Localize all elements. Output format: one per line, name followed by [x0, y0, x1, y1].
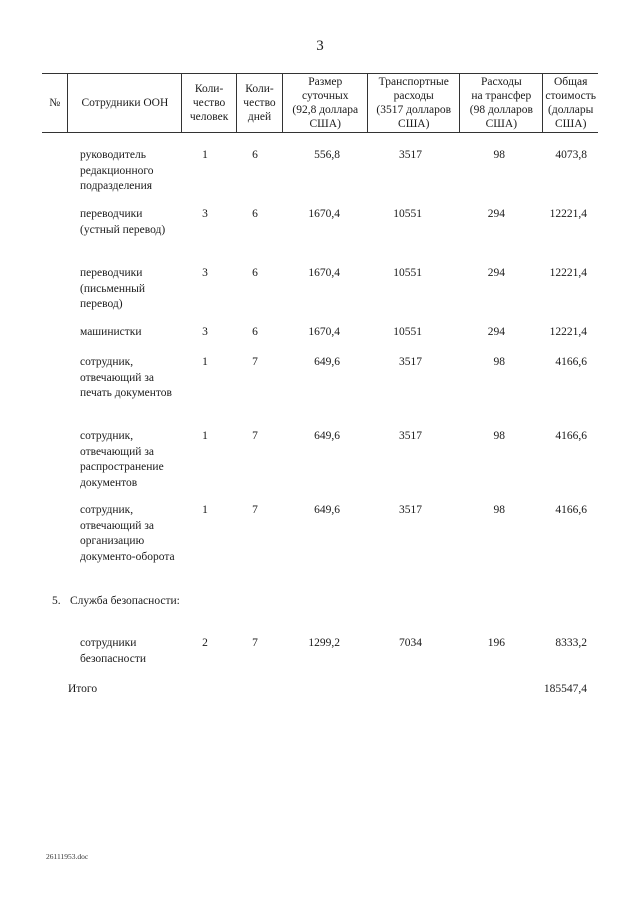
section-number: 5. [52, 595, 61, 607]
grand-total-label: Итого [68, 683, 98, 695]
row-transfer: 98 [493, 504, 505, 516]
row-daily: 1670,4 [308, 208, 340, 220]
footer-filename: 26111953.doc [46, 852, 89, 861]
row-days: 7 [252, 637, 258, 649]
row-people: 3 [202, 326, 208, 338]
row-people: 2 [202, 637, 208, 649]
row-name: руководитель редакционного подразделения [80, 149, 154, 192]
row-transfer: 98 [493, 356, 505, 368]
row-transport: 10551 [393, 326, 422, 338]
header-transfer: Расходы на трансфер (98 долларов США) [460, 74, 543, 133]
row-days: 7 [252, 356, 258, 368]
row-transport: 7034 [399, 637, 422, 649]
row-people: 1 [202, 356, 208, 368]
row-transport: 10551 [393, 208, 422, 220]
row-transport: 3517 [399, 356, 422, 368]
row-total: 4073,8 [555, 149, 587, 161]
row-people: 1 [202, 504, 208, 516]
row-total: 4166,6 [555, 356, 587, 368]
header-days: Коли- чество дней [236, 74, 282, 133]
row-total: 12221,4 [549, 208, 587, 220]
row-people: 3 [202, 208, 208, 220]
header-staff: Сотрудники ООН [68, 74, 182, 133]
row-daily: 1670,4 [308, 326, 340, 338]
row-daily: 556,8 [314, 149, 340, 161]
row-daily: 1299,2 [308, 637, 340, 649]
row-transport: 3517 [399, 504, 422, 516]
row-name: сотрудники безопасности [80, 637, 147, 665]
header-people: Коли- чество человек [182, 74, 236, 133]
row-days: 6 [252, 326, 258, 338]
row-transport: 10551 [393, 267, 422, 279]
row-days: 6 [252, 267, 258, 279]
page-number: 3 [316, 38, 324, 54]
row-transfer: 98 [493, 430, 505, 442]
row-daily: 649,6 [314, 430, 340, 442]
row-days: 7 [252, 430, 258, 442]
row-people: 1 [202, 149, 208, 161]
row-name: сотрудник, отвечающий за организацию документо-оборота [80, 504, 175, 563]
row-name: машинистки [80, 326, 142, 338]
row-total: 4166,6 [555, 504, 587, 516]
header-no: № [42, 74, 68, 133]
row-transfer: 294 [487, 326, 505, 338]
header-total: Общая стоимость (доллары США) [543, 74, 598, 133]
row-people: 1 [202, 430, 208, 442]
row-daily: 1670,4 [308, 267, 340, 279]
row-total: 12221,4 [549, 267, 587, 279]
row-name: переводчики (устный перевод) [80, 208, 166, 236]
row-transfer: 196 [487, 637, 505, 649]
row-total: 4166,6 [555, 430, 587, 442]
header-transport: Транспортные расходы (3517 долларов США) [368, 74, 460, 133]
row-name: сотрудник, отвечающий за распространение документов [80, 430, 164, 489]
row-people: 3 [202, 267, 208, 279]
grand-total-value: 185547,4 [543, 683, 587, 695]
row-name: переводчики (письменный перевод) [80, 267, 146, 310]
header-daily: Размер суточных (92,8 доллара США) [283, 74, 368, 133]
row-daily: 649,6 [314, 356, 340, 368]
row-days: 6 [252, 208, 258, 220]
row-transfer: 98 [493, 149, 505, 161]
row-days: 6 [252, 149, 258, 161]
row-total: 8333,2 [555, 637, 587, 649]
section-title: Служба безопасности: [70, 595, 180, 607]
row-daily: 649,6 [314, 504, 340, 516]
row-name: сотрудник, отвечающий за печать документов [80, 356, 172, 399]
row-transfer: 294 [487, 208, 505, 220]
row-transport: 3517 [399, 430, 422, 442]
table-header [42, 73, 598, 133]
row-days: 7 [252, 504, 258, 516]
row-transfer: 294 [487, 267, 505, 279]
row-transport: 3517 [399, 149, 422, 161]
row-total: 12221,4 [549, 326, 587, 338]
